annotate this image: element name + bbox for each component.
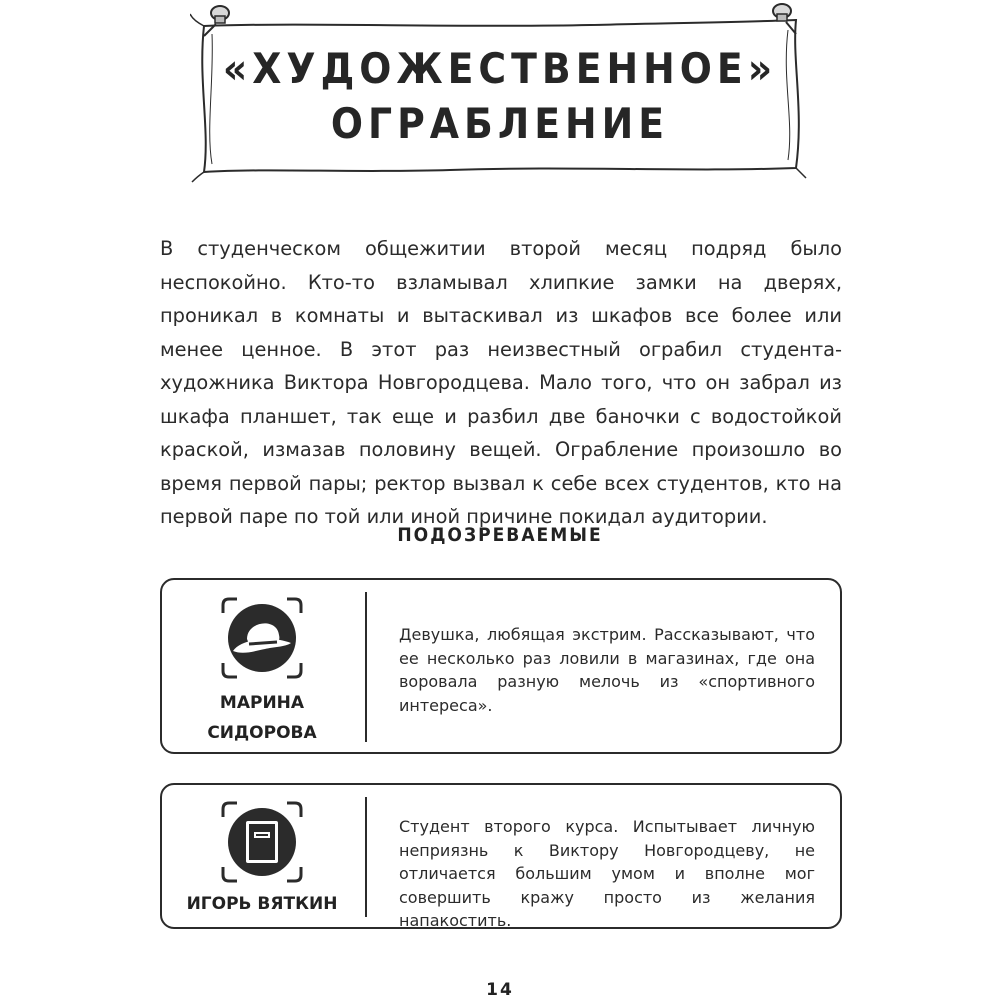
page-title-line2: ОГРАБЛЕНИЕ <box>330 99 670 148</box>
suspect-card <box>160 578 842 754</box>
suspect-name-line1: МАРИНА <box>219 693 305 713</box>
suspect-name-line1: ИГОРЬ ВЯТКИН <box>186 894 338 914</box>
page-title-line1: «ХУДОЖЕСТВЕННОЕ» <box>222 44 778 93</box>
section-title: ПОДОЗРЕВАЕМЫЕ <box>397 524 603 546</box>
intro-paragraph: В студенческом общежитии второй месяц подряд было неспокойно. Кто-то взламывал хлипкие замки на дверях, проникал в комнаты и вытаскивал из шкафов все более или менее ценное. В этот раз неизвестный ограбил студента-художника Виктора Новгородцева. Мало того, что он забрал из шкафа планшет, так еще и разбил две баночки с водостойкой краской, измазав половину вещей. Ограбление произошло во время первой пары; ректор вызвал к себе всех студентов, кто на первой паре по той или иной причине покидал аудитории. <box>160 237 842 528</box>
card-divider <box>365 797 367 917</box>
card-divider <box>365 592 367 742</box>
suspect-name <box>162 889 362 919</box>
suspect-description: Студент второго курса. Испытывает личную неприязнь к Виктору Новгородцеву, не отличается большим умом и вполне мог совершить кражу просто из желания напакостить. <box>399 817 815 930</box>
title-banner <box>190 0 810 185</box>
book-icon <box>219 799 305 885</box>
suspect-avatar <box>219 799 305 889</box>
hat-icon <box>219 595 305 681</box>
suspect-card <box>160 783 842 929</box>
suspect-name-line2: СИДОРОВА <box>207 723 317 743</box>
page-number: 14 <box>486 980 514 1000</box>
suspect-description: Девушка, любящая экстрим. Рассказывают, что ее несколько раз ловили в магазинах, где она воровала разную мелочь из «спортивного интереса». <box>399 625 815 715</box>
suspect-avatar <box>219 595 305 685</box>
suspect-name <box>162 688 362 748</box>
